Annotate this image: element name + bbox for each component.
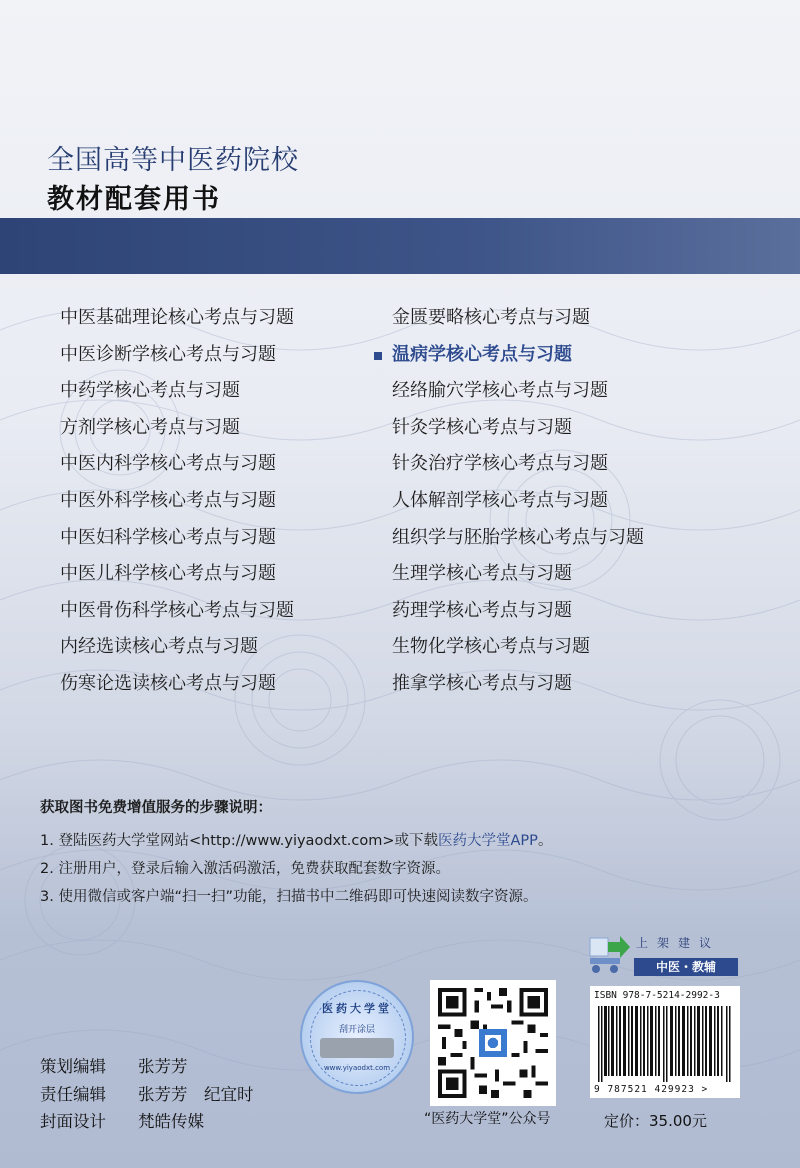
list-item: 生理学核心考点与习题 bbox=[392, 563, 572, 585]
list-item: 经络腧穴学核心考点与习题 bbox=[392, 380, 608, 402]
sticker-line1: 刮开涂层 bbox=[338, 1025, 375, 1035]
list-item: 药理学核心考点与习题 bbox=[392, 599, 572, 621]
list-item: 针灸治疗学核心考点与习题 bbox=[392, 453, 608, 475]
qr-code bbox=[430, 980, 556, 1106]
credit-row: 封面设计 梵皓传媒 bbox=[40, 1112, 204, 1131]
list-item: 针灸学核心考点与习题 bbox=[392, 416, 572, 438]
sticker-title: 医药大学堂 bbox=[322, 1002, 392, 1015]
barcode-digits: 9 787521 429923 > bbox=[594, 1084, 709, 1095]
series-subtitle: 教材配套用书 bbox=[47, 184, 221, 215]
step-1: 1. 登陆医药大学堂网站<http://www.yiyaodxt.com>或下载医药大学堂APP。 bbox=[40, 833, 553, 849]
shelf-label: 上架建议 bbox=[636, 936, 721, 950]
book-list-right bbox=[392, 300, 644, 703]
step-2: 2. 注册用户，登录后输入激活码激活，免费获取配套数字资源。 bbox=[40, 861, 450, 877]
service-steps bbox=[40, 796, 552, 911]
list-item: 伤寒论选读核心考点与习题 bbox=[60, 672, 276, 694]
activation-code-sticker bbox=[300, 980, 414, 1094]
list-item-current bbox=[392, 337, 644, 374]
list-item: 生物化学核心考点与习题 bbox=[392, 636, 590, 658]
list-item: 组织学与胚胎学核心考点与习题 bbox=[392, 526, 644, 548]
list-item: 中医基础理论核心考点与习题 bbox=[60, 307, 294, 328]
credit-row: 责任编辑 张芳芳 纪宜时 bbox=[40, 1084, 254, 1104]
list-item: 内经选读核心考点与习题 bbox=[60, 636, 258, 658]
isbn-number: ISBN 978-7-5214-2992-3 bbox=[594, 990, 720, 1001]
list-item: 中医儿科学核心考点与习题 bbox=[60, 563, 276, 585]
shelf-suggestion bbox=[588, 932, 740, 978]
list-item: 中医内科学核心考点与习题 bbox=[60, 453, 276, 475]
book-list-left bbox=[60, 300, 294, 703]
list-item: 中医骨伤科学核心考点与习题 bbox=[60, 599, 294, 621]
list-item: 中医妇科学核心考点与习题 bbox=[60, 526, 276, 548]
price: 定价：35.00元 bbox=[604, 1112, 707, 1130]
square-bullet-icon bbox=[374, 352, 382, 360]
credit-row: 策划编辑 张芳芳 bbox=[40, 1057, 188, 1076]
isbn-barcode bbox=[590, 986, 740, 1098]
list-item: 中药学核心考点与习题 bbox=[60, 380, 240, 402]
barcode-graphic bbox=[598, 1006, 732, 1082]
cart-icon bbox=[588, 932, 632, 976]
series-title: 全国高等中医药院校 bbox=[47, 145, 299, 176]
list-item: 推拿学核心考点与习题 bbox=[392, 672, 572, 694]
list-item: 方剂学核心考点与习题 bbox=[60, 416, 240, 438]
sticker-url: www.yiyaodxt.com bbox=[323, 1064, 391, 1072]
app-name: 医药大学堂APP bbox=[438, 833, 538, 849]
qr-caption: “医药大学堂”公众号 bbox=[424, 1111, 551, 1127]
list-item: 中医外科学核心考点与习题 bbox=[60, 489, 276, 511]
list-item: 人体解剖学核心考点与习题 bbox=[392, 489, 608, 511]
list-item: 中医诊断学核心考点与习题 bbox=[60, 343, 276, 365]
steps-heading: 获取图书免费增值服务的步骤说明： bbox=[40, 800, 272, 816]
scratch-off-area[interactable] bbox=[320, 1038, 394, 1058]
shelf-category: 中医・教辅 bbox=[634, 958, 738, 976]
current-book-title: 温病学核心考点与习题 bbox=[392, 343, 572, 365]
step-3: 3. 使用微信或客户端“扫一扫”功能，扫描书中二维码即可快速阅读数字资源。 bbox=[40, 889, 538, 905]
list-item: 金匮要略核心考点与习题 bbox=[392, 307, 590, 328]
title-band bbox=[0, 218, 800, 274]
credits bbox=[40, 1053, 254, 1136]
